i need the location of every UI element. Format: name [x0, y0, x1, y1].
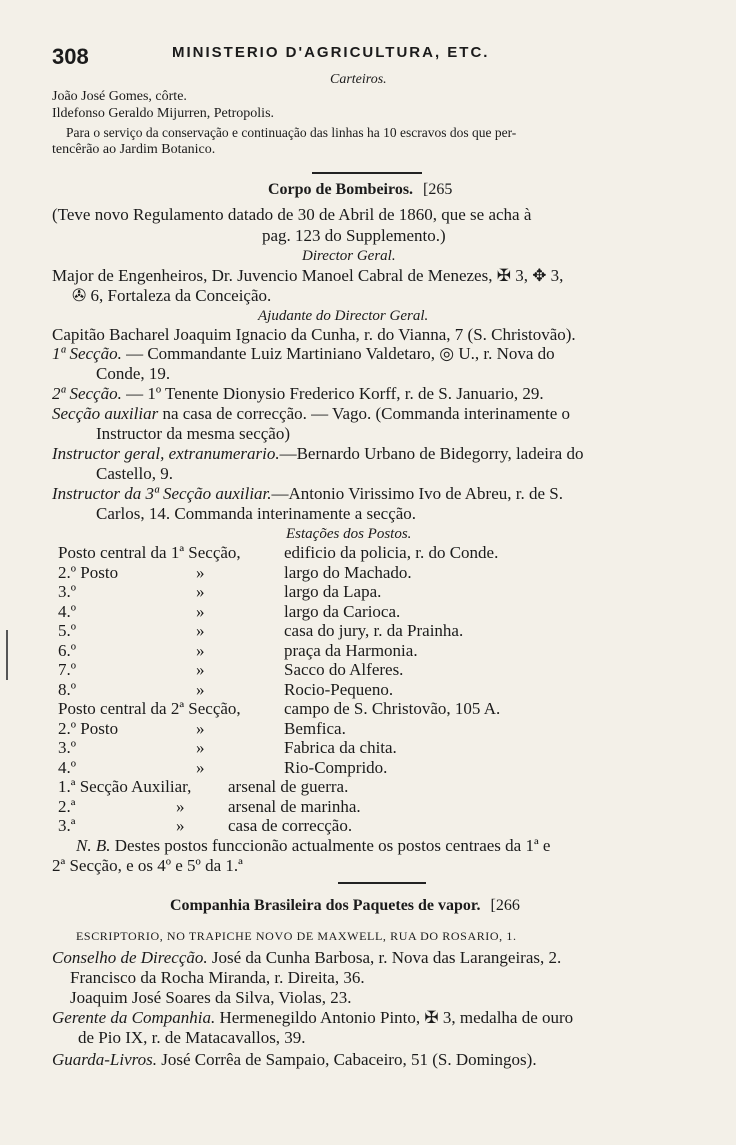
posto-location: casa do jury, r. da Prainha. [284, 621, 464, 640]
posto-location: Fabrica da chita. [284, 738, 397, 757]
posto-number: 2.ª [58, 796, 76, 816]
posto-location: arsenal de guerra. [228, 777, 349, 796]
posto-location: Rio-Comprido. [284, 757, 388, 777]
seccao1-line-2: Conde, 19. [96, 364, 171, 383]
posto-number: 6.º [58, 640, 77, 660]
posto-number: 3.º [58, 582, 77, 601]
regulamento-line-2: pag. 123 do Supplemento.) [262, 226, 446, 245]
posto-ditto: » [196, 660, 205, 679]
posto-number: 1.ª Secção Auxiliar, [58, 777, 192, 796]
instrutor-label: Instructor geral, extranumerario. [52, 444, 280, 463]
posto-ditto: » [196, 621, 205, 640]
gerente-line-1 [52, 1008, 573, 1028]
conselho-line-3: Joaquim José Soares da Silva, Violas, 23. [70, 988, 352, 1007]
guarda-label: Guarda-Livros. [52, 1050, 157, 1069]
posto-number: Posto central da 1ª Secção, [58, 543, 241, 562]
margin-mark [6, 630, 8, 680]
nb-text: Destes postos funccionão actualmente os postos centraes da 1ª e [110, 836, 551, 855]
carteiro-line-4: tencêrão ao Jardim Botanico. [52, 142, 216, 157]
conselho-text: José da Cunha Barbosa, r. Nova das Larangeiras, 2. [207, 948, 562, 967]
conselho-line-2: Francisco da Rocha Miranda, r. Direita, 36. [70, 968, 365, 987]
auxiliar-text: na casa de correcção. — Vago. (Commanda interinamente o [158, 404, 570, 423]
guarda-line [52, 1050, 537, 1070]
conselho-line-1 [52, 948, 561, 968]
regulamento-line-1: (Teve novo Regulamento datado de 30 de Abril de 1860, que se acha à [52, 205, 532, 224]
nb-line-2: 2ª Secção, e os 4º e 5º da 1.ª [52, 856, 243, 875]
auxiliar-label: Secção auxiliar [52, 404, 159, 423]
section-divider [312, 172, 422, 174]
posto-number: 8.º [58, 679, 77, 699]
posto-ditto: » [176, 796, 185, 816]
posto-ditto: » [196, 679, 205, 699]
posto-ditto: » [196, 562, 205, 582]
director-line-2: ✇ 6, Fortaleza da Conceição. [72, 286, 272, 305]
carteiro-line-3: Para o serviço da conservação e continuação das linhas ha 10 escravos dos que per- [66, 125, 517, 140]
estacoes-heading: Estações dos Postos. [286, 526, 412, 542]
seccao1-line-1 [52, 344, 555, 364]
gerente-label: Gerente da Companhia. [52, 1008, 216, 1027]
posto-number: 2.º Posto [58, 718, 119, 738]
instr3-line-1 [52, 484, 563, 504]
instr3-text: —Antonio Virissimo Ivo de Abreu, r. de S. [271, 484, 563, 503]
director-heading: Director Geral. [302, 248, 396, 264]
carteiro-line-2: Ildefonso Geraldo Mijurren, Petropolis. [52, 106, 275, 121]
posto-ditto: » [176, 816, 185, 835]
nb-line-1 [76, 836, 550, 856]
gerente-line-2: de Pio IX, r. de Matacavallos, 39. [78, 1028, 306, 1047]
posto-ditto: » [196, 582, 205, 601]
posto-location: Rocio-Pequeno. [284, 679, 394, 699]
posto-location: largo da Carioca. [284, 601, 401, 621]
page-number: 308 [52, 44, 89, 69]
page-title: MINISTERIO D'AGRICULTURA, ETC. [172, 44, 490, 61]
seccao2-line [52, 384, 544, 404]
bombeiros-ref: [265 [423, 181, 453, 198]
companhia-title: Companhia Brasileira dos Paquetes de vapor. [170, 897, 481, 914]
posto-number: 3.º [58, 738, 77, 757]
posto-ditto: » [196, 757, 205, 777]
auxiliar-line-1 [52, 404, 570, 424]
bombeiros-title: Corpo de Bombeiros. [268, 181, 414, 198]
instr3-line-2: Carlos, 14. Commanda interinamente a secção. [96, 504, 417, 523]
posto-ditto: » [196, 601, 205, 621]
posto-ditto: » [196, 640, 205, 660]
ajudante-heading: Ajudante do Director Geral. [258, 308, 429, 324]
posto-location: Bemfica. [284, 718, 346, 738]
gerente-text: Hermenegildo Antonio Pinto, ✠ 3, medalha de ouro [215, 1008, 574, 1027]
posto-number: 5.º [58, 621, 77, 640]
posto-number: 4.º [58, 757, 77, 777]
section-divider-2 [338, 882, 426, 884]
companhia-ref: [266 [490, 897, 520, 914]
escriptorio-line: ESCRIPTORIO, NO TRAPICHE NOVO DE MAXWELL, RUA DO ROSARIO, 1. [76, 929, 517, 943]
posto-location: praça da Harmonia. [284, 640, 418, 660]
posto-number: 2.º Posto [58, 562, 119, 582]
seccao1-label: 1ª Secção. [52, 344, 122, 363]
seccao2-label: 2ª Secção. [52, 384, 122, 403]
seccao1-text: — Commandante Luiz Martiniano Valdetaro, ◎ U., r. Nova do [121, 344, 555, 363]
director-line-1: Major de Engenheiros, Dr. Juvencio Manoel Cabral de Menezes, ✠ 3, ✥ 3, [52, 266, 564, 285]
posto-number: 4.º [58, 601, 77, 621]
carteiro-line-1: João José Gomes, côrte. [52, 89, 187, 104]
bombeiros-heading [268, 180, 452, 200]
instr3-label: Instructor da 3ª Secção auxiliar. [52, 484, 272, 503]
nb-label: N. B. [76, 836, 111, 855]
posto-location: arsenal de marinha. [228, 796, 361, 816]
posto-ditto: » [196, 718, 205, 738]
posto-location: largo do Machado. [284, 562, 412, 582]
posto-number: 3.ª [58, 816, 76, 835]
posto-ditto: » [196, 738, 205, 757]
capitao-line: Capitão Bacharel Joaquim Ignacio da Cunha, r. do Vianna, 7 (S. Christovão). [52, 325, 576, 344]
seccao2-text: — 1º Tenente Dionysio Frederico Korff, r. de S. Januario, 29. [121, 384, 544, 403]
posto-number: Posto central da 2ª Secção, [58, 699, 241, 718]
posto-number: 7.º [58, 660, 77, 679]
posto-location: casa de correcção. [228, 816, 353, 835]
instrutor-text: —Bernardo Urbano de Bidegorry, ladeira do [279, 444, 584, 463]
conselho-label: Conselho de Direcção. [52, 948, 208, 967]
posto-location: campo de S. Christovão, 105 A. [284, 699, 501, 718]
posto-location: edificio da policia, r. do Conde. [284, 543, 499, 562]
companhia-heading [170, 896, 520, 916]
instrutor-line-1 [52, 444, 583, 464]
posto-location: Sacco do Alferes. [284, 660, 404, 679]
instrutor-line-2: Castello, 9. [96, 464, 173, 483]
guarda-text: José Corrêa de Sampaio, Cabaceiro, 51 (S. Domingos). [157, 1050, 537, 1069]
posto-location: largo da Lapa. [284, 582, 382, 601]
auxiliar-line-2: Instructor da mesma secção) [96, 424, 290, 443]
section-subtitle: Carteiros. [330, 72, 387, 87]
